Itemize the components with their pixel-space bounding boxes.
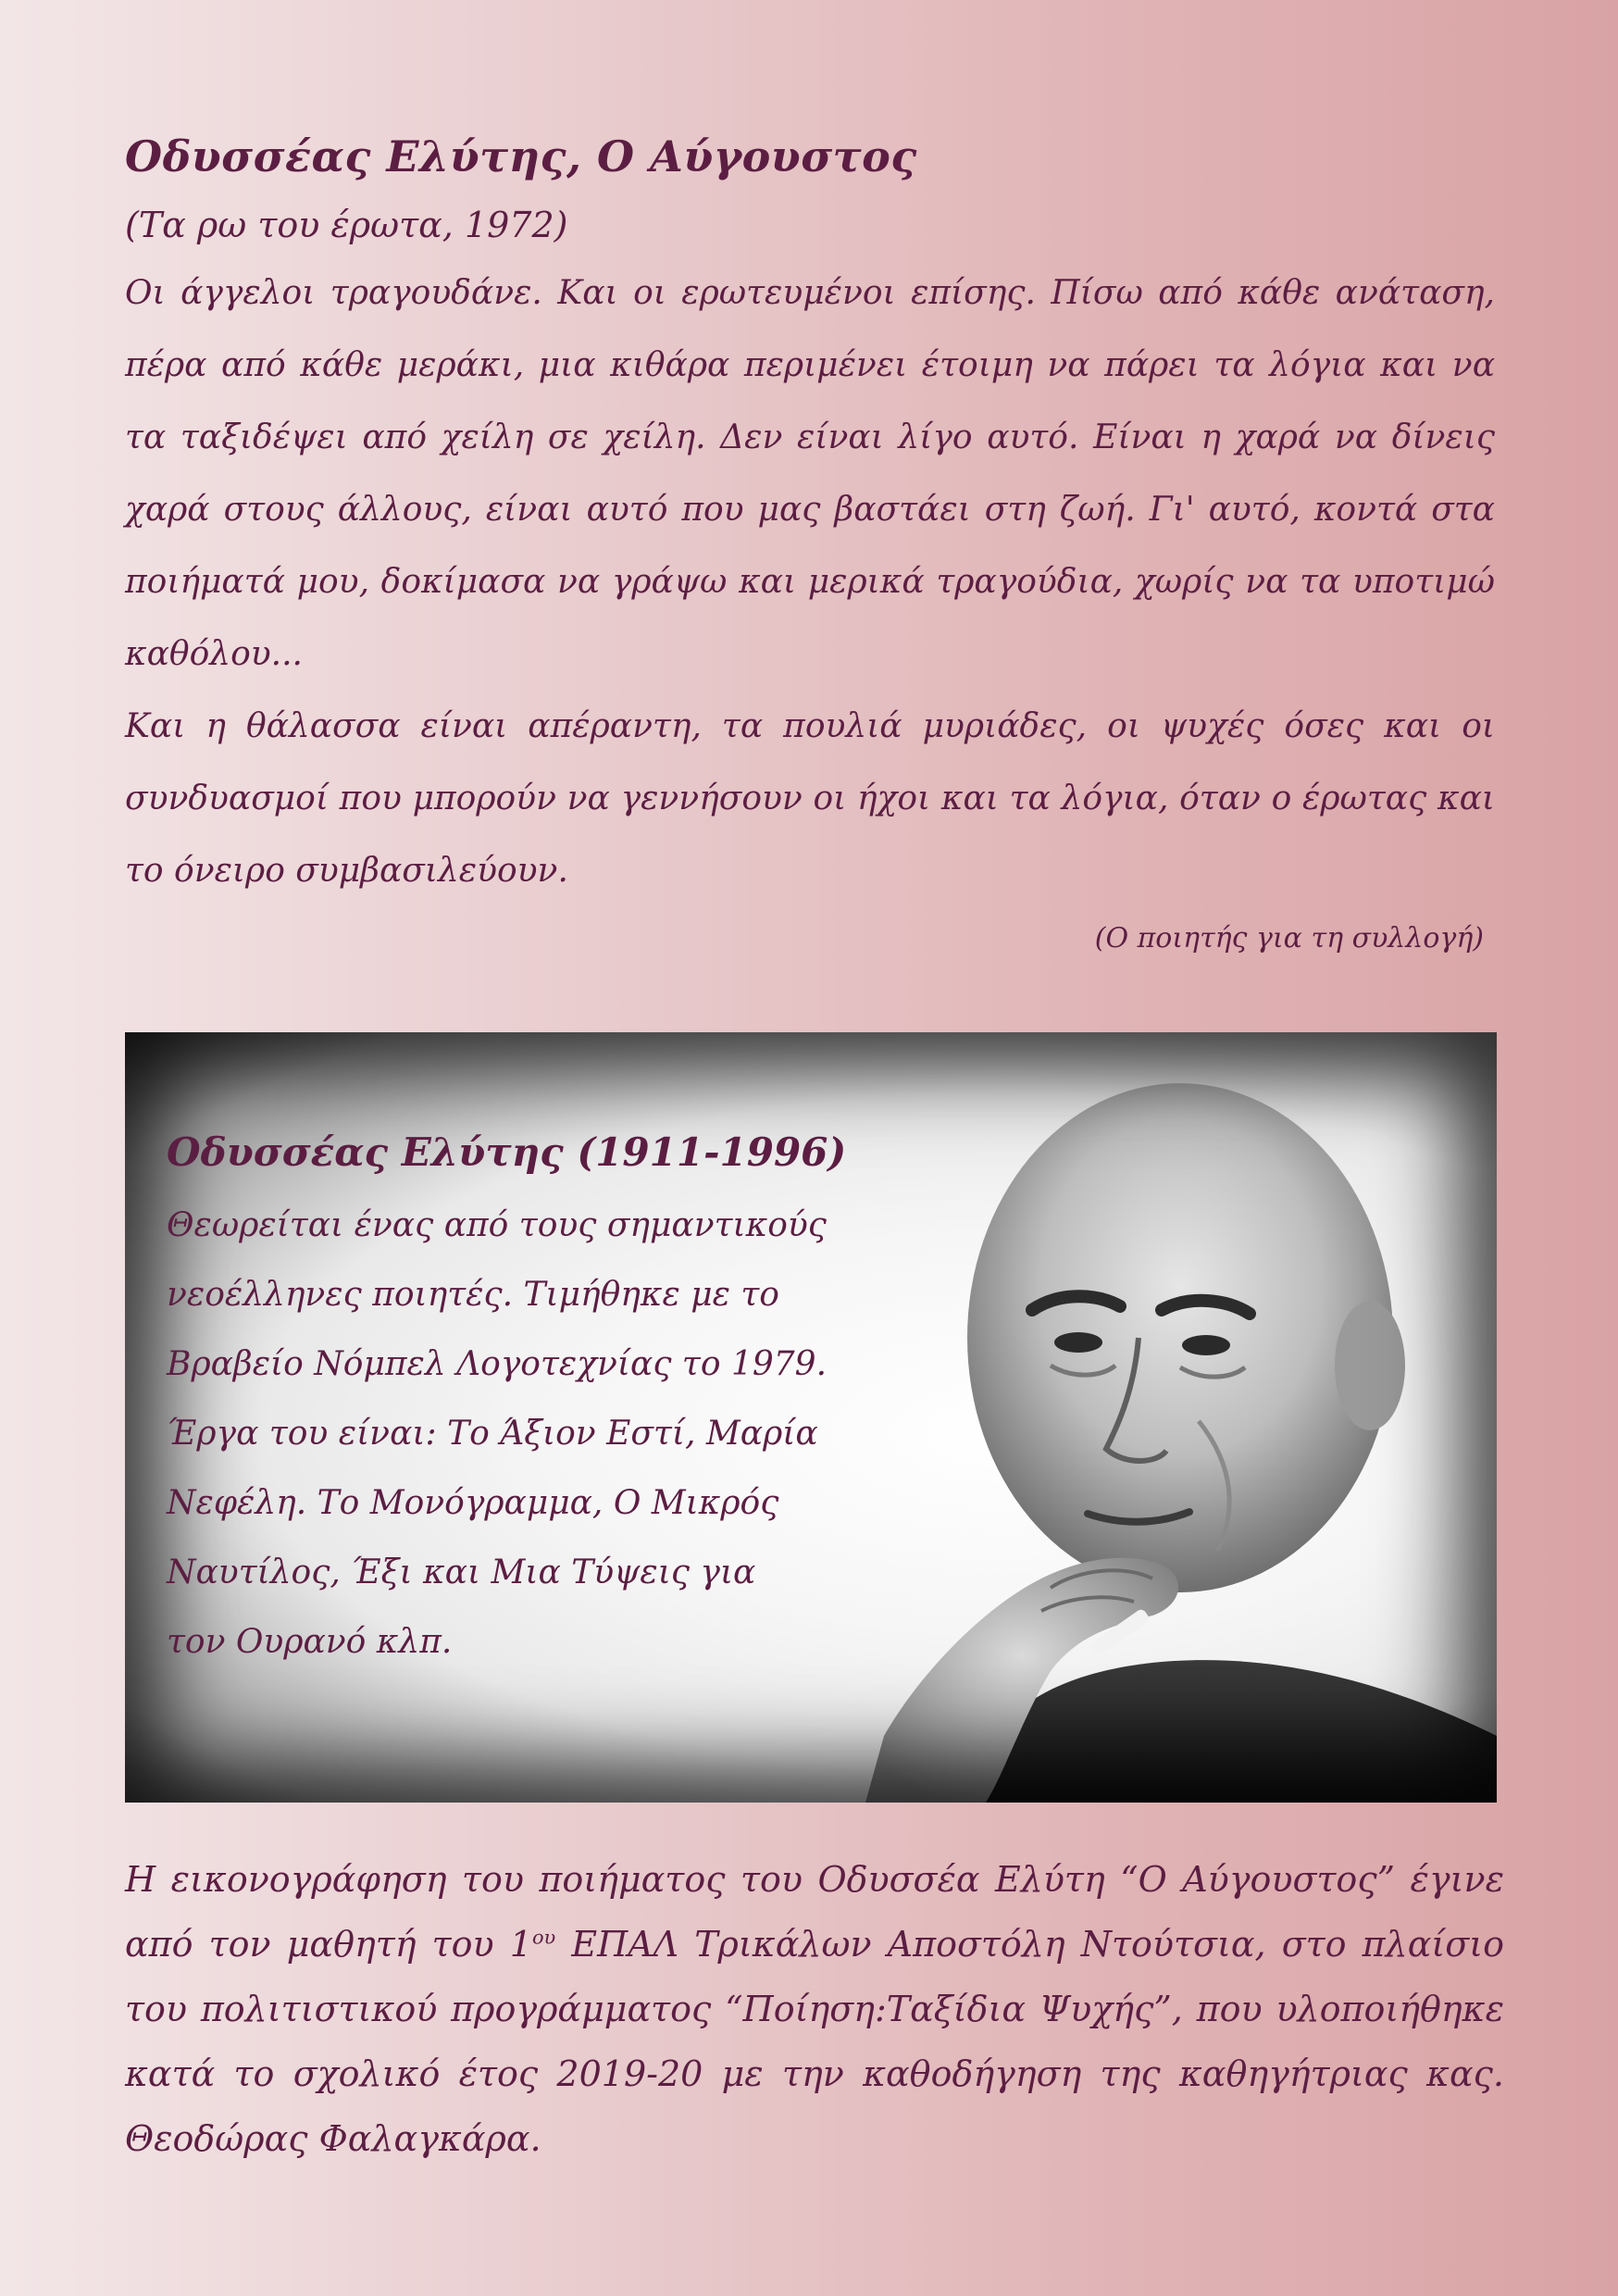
bio-line: Έργα του είναι: Το Άξιον Εστί, Μαρία: [167, 1415, 818, 1453]
credits-paragraph: [125, 1847, 1504, 2171]
quote-attribution: (Ο ποιητής για τη συλλογή): [1094, 922, 1484, 955]
bio-line: Θεωρείται ένας από τους σημαντικούς: [167, 1206, 827, 1244]
credits-text-part-2: ΕΠΑΛ Τρικάλων Αποστόλη Ντούτσια, στο πλαίσιο του πολιτιστικού προγράμματος “Ποίηση:Ταξίδια Ψυχής”, που υλοποιήθηκε κατά το σχολικό έτος 2019-20 με την καθοδήγηση της καθηγήτριας κας. Θεοδώρας Φαλαγκάρα.: [125, 1924, 1504, 2159]
bio-text: [167, 1191, 981, 1677]
bio-line: νεοέλληνες ποιητές. Τιμήθηκε με το: [167, 1276, 779, 1314]
bio-title: Οδυσσέας Ελύτης (1911-1996): [167, 1129, 847, 1175]
quote-subtitle: (Τα ρω του έρωτα, 1972): [125, 205, 568, 245]
quote-paragraph-2: Και η θάλασσα είναι απέραντη, τα πουλιά μυριάδες, οι ψυχές όσες και οι συνδυασμοί που μπορούν να γεννήσουν οι ήχοι και τα λόγια, όταν ο έρωτας και το όνειρο συμβασιλεύουν.: [125, 707, 1495, 890]
credits-ordinal-superscript: ου: [531, 1926, 556, 1949]
quote-paragraph-1: Οι άγγελοι τραγουδάνε. Και οι ερωτευμένοι επίσης. Πίσω από κάθε ανάταση, πέρα από κάθε μεράκι, μια κιθάρα περιμένει έτοιμη να πάρει τα λόγια και να τα ταξιδέψει από χείλη σε χείλη. Δεν είναι λίγο αυτό. Είναι η χαρά να δίνεις χαρά στους άλλους, είναι αυτό που μας βαστάει στη ζωή. Γι' αυτό, κοντά στα ποιήματά μου, δοκίμασα να γράψω και μερικά τραγούδια, χωρίς να τα υποτιμώ καθόλου...: [125, 274, 1495, 673]
bio-text-block: [167, 1120, 981, 1677]
bio-line: τον Ουρανό κλπ.: [167, 1623, 453, 1661]
quote-section: [125, 120, 1495, 967]
credits-text-part-1: Η εικονογράφηση του ποιήματος του Οδυσσέα Ελύτη “Ο Αύγουστος” έγινε από τον μαθητή του 1: [125, 1859, 1504, 1965]
bio-line: Ναυτίλος, Έξι και Μια Τύψεις για: [167, 1554, 756, 1591]
bio-line: Νεφέλη. Το Μονόγραμμα, Ο Μικρός: [167, 1484, 779, 1522]
credits-section: [125, 1847, 1504, 2171]
portrait-photo-panel: [125, 1032, 1497, 1803]
quote-body: [125, 257, 1495, 907]
bio-line: Βραβείο Νόμπελ Λογοτεχνίας το 1979.: [167, 1345, 828, 1383]
quote-title: Οδυσσέας Ελύτης, Ο Αύγουστος: [125, 131, 917, 181]
